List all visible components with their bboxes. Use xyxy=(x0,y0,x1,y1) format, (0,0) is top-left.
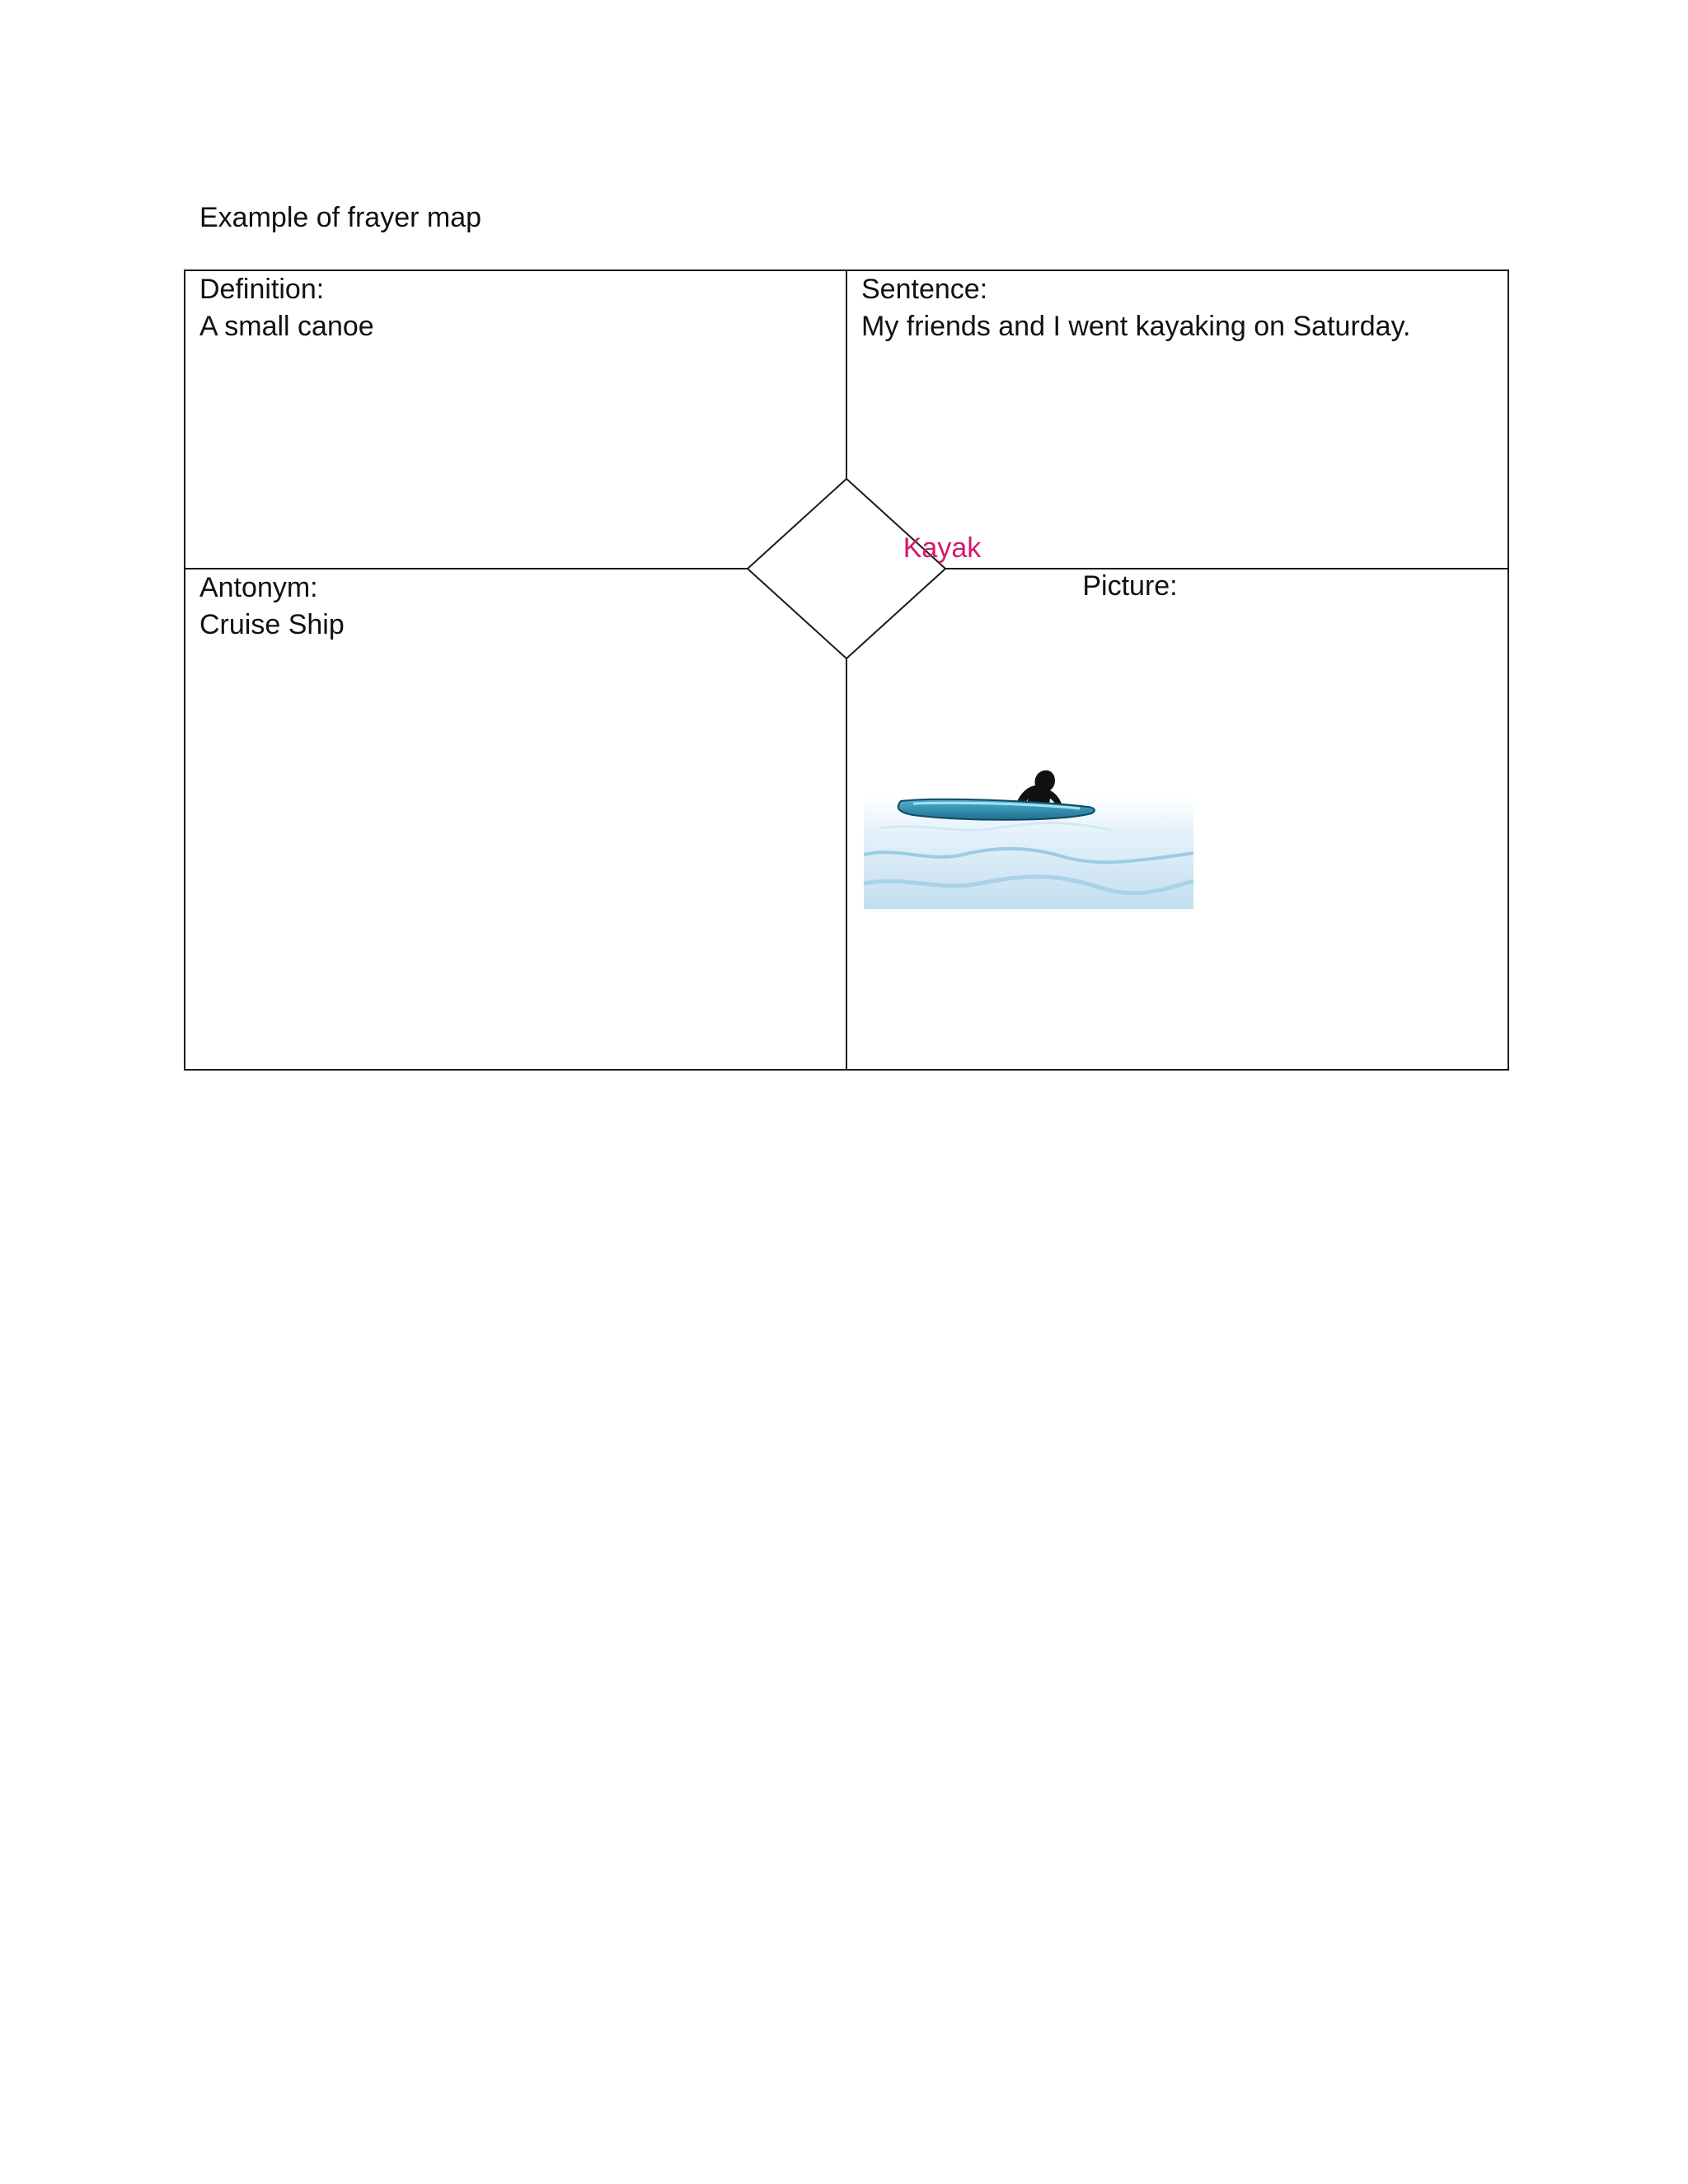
picture-label: Picture: xyxy=(1082,570,1178,602)
definition-label: Definition: xyxy=(199,274,325,305)
frayer-map xyxy=(184,269,1509,1071)
center-word: Kayak xyxy=(903,532,982,564)
document-title: Example of frayer map xyxy=(199,202,482,233)
sentence-label: Sentence: xyxy=(861,274,988,305)
antonym-label: Antonym: xyxy=(199,572,318,603)
definition-text: A small canoe xyxy=(199,311,374,342)
kayak-picture xyxy=(864,731,1210,921)
sentence-text: My friends and I went kayaking on Saturday. xyxy=(861,311,1411,342)
center-diamond xyxy=(748,479,945,658)
frayer-grid xyxy=(184,269,1509,1071)
antonym-text: Cruise Ship xyxy=(199,609,345,640)
